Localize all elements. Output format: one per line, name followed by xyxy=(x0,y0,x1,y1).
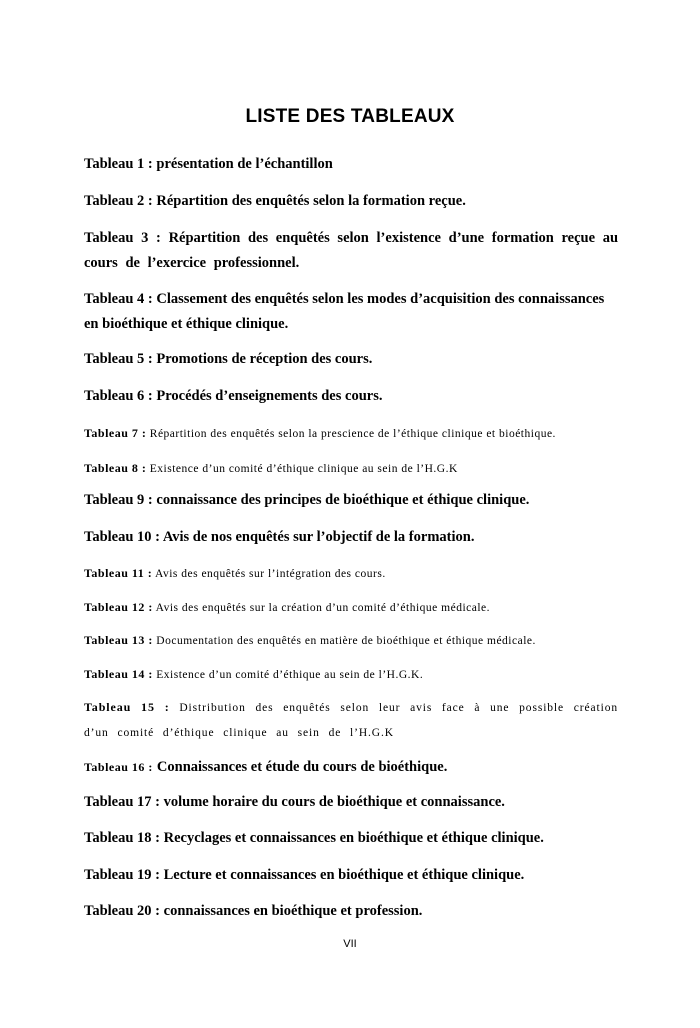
entry-label: Tableau 7 : xyxy=(84,426,147,440)
entry-text: Documentation des enquêtés en matière de bioéthique et éthique médicale. xyxy=(156,635,536,647)
entry-text: Distribution des enquêtés selon leur avis face à une possible création d’un comité d’éthique clinique au sein de l’H.G.K xyxy=(84,702,618,739)
entry-label: Tableau 9 : xyxy=(84,492,153,508)
table-entry-11 xyxy=(84,561,618,587)
entry-text: Classement des enquêtés selon les modes d’acquisition des connaissances en bioéthique et éthique clinique. xyxy=(84,291,605,332)
entry-text: Lecture et connaissances en bioéthique et éthique clinique. xyxy=(163,867,525,883)
entry-text: Procédés d’enseignements des cours. xyxy=(156,388,383,404)
table-entry-17 xyxy=(84,790,618,815)
table-entry-14 xyxy=(84,662,618,688)
entry-label: Tableau 5 : xyxy=(84,351,153,367)
entry-text: Répartition des enquêtés selon la prescience de l’éthique clinique et bioéthique. xyxy=(149,428,556,440)
page-title: LISTE DES TABLEAUX xyxy=(245,106,455,127)
entry-label: Tableau 15 : xyxy=(84,700,170,714)
table-entry-5 xyxy=(84,347,618,372)
entry-text: connaissances en bioéthique et profession. xyxy=(163,903,423,919)
table-entry-10 xyxy=(84,525,618,550)
table-entry-9 xyxy=(84,488,618,513)
entry-label: Tableau 13 : xyxy=(84,633,153,647)
entry-text: Existence d’un comité d’éthique clinique au sein de l’H.G.K xyxy=(149,463,458,475)
entry-text: Avis des enquêtés sur l’intégration des cours. xyxy=(155,568,386,580)
entry-text: présentation de l’échantillon xyxy=(156,156,333,172)
entry-label: Tableau 8 : xyxy=(84,461,147,475)
entry-label: Tableau 14 : xyxy=(84,667,153,681)
entry-text: Connaissances et étude du cours de bioéthique. xyxy=(156,759,448,775)
entry-text: Recyclages et connaissances en bioéthique et éthique clinique. xyxy=(163,830,544,846)
entry-text: Répartition des enquêtés selon la formation reçue. xyxy=(156,193,466,209)
table-entry-12 xyxy=(84,595,618,621)
entry-text: Promotions de réception des cours. xyxy=(156,351,373,367)
table-entry-2 xyxy=(84,189,618,214)
entry-label: Tableau 1 : xyxy=(84,156,153,172)
entry-text: connaissance des principes de bioéthique et éthique clinique. xyxy=(156,492,530,508)
entry-label: Tableau 17 : xyxy=(84,794,161,810)
entry-label: Tableau 3 : xyxy=(84,230,161,246)
entry-text: Existence d’un comité d’éthique au sein de l’H.G.K. xyxy=(156,669,424,681)
table-entry-6 xyxy=(84,384,618,409)
entry-label: Tableau 10 : xyxy=(84,529,161,545)
table-entry-13 xyxy=(84,628,618,654)
entry-label: Tableau 6 : xyxy=(84,388,153,404)
entry-label: Tableau 4 : xyxy=(84,291,153,307)
table-entry-4 xyxy=(84,287,618,337)
table-entry-1 xyxy=(84,152,618,177)
table-entry-3 xyxy=(84,226,618,276)
table-entry-15 xyxy=(84,695,618,746)
entry-text: Avis des enquêtés sur la création d’un comité d’éthique médicale. xyxy=(155,602,491,614)
entry-label: Tableau 19 : xyxy=(84,867,161,883)
entry-label: Tableau 12 : xyxy=(84,600,153,614)
entry-label: Tableau 20 : xyxy=(84,903,161,919)
entry-label: Tableau 2 : xyxy=(84,193,153,209)
entry-text: Avis de nos enquêtés sur l’objectif de la formation. xyxy=(162,529,475,545)
table-entry-18 xyxy=(84,826,618,851)
entry-label: Tableau 18 : xyxy=(84,830,161,846)
table-entry-19 xyxy=(84,863,618,888)
table-entry-16 xyxy=(84,754,618,780)
table-entry-20 xyxy=(84,899,618,924)
entry-text: Répartition des enquêtés selon l’existence d’une formation reçue au cours de l’exercice professionnel. xyxy=(84,230,619,271)
table-entry-7 xyxy=(84,421,618,447)
entry-label: Tableau 11 : xyxy=(84,566,153,580)
entry-text: volume horaire du cours de bioéthique et connaissance. xyxy=(163,794,505,810)
table-entry-8 xyxy=(84,456,618,482)
entry-label: Tableau 16 : xyxy=(84,760,153,774)
page-number: VII xyxy=(343,938,357,950)
